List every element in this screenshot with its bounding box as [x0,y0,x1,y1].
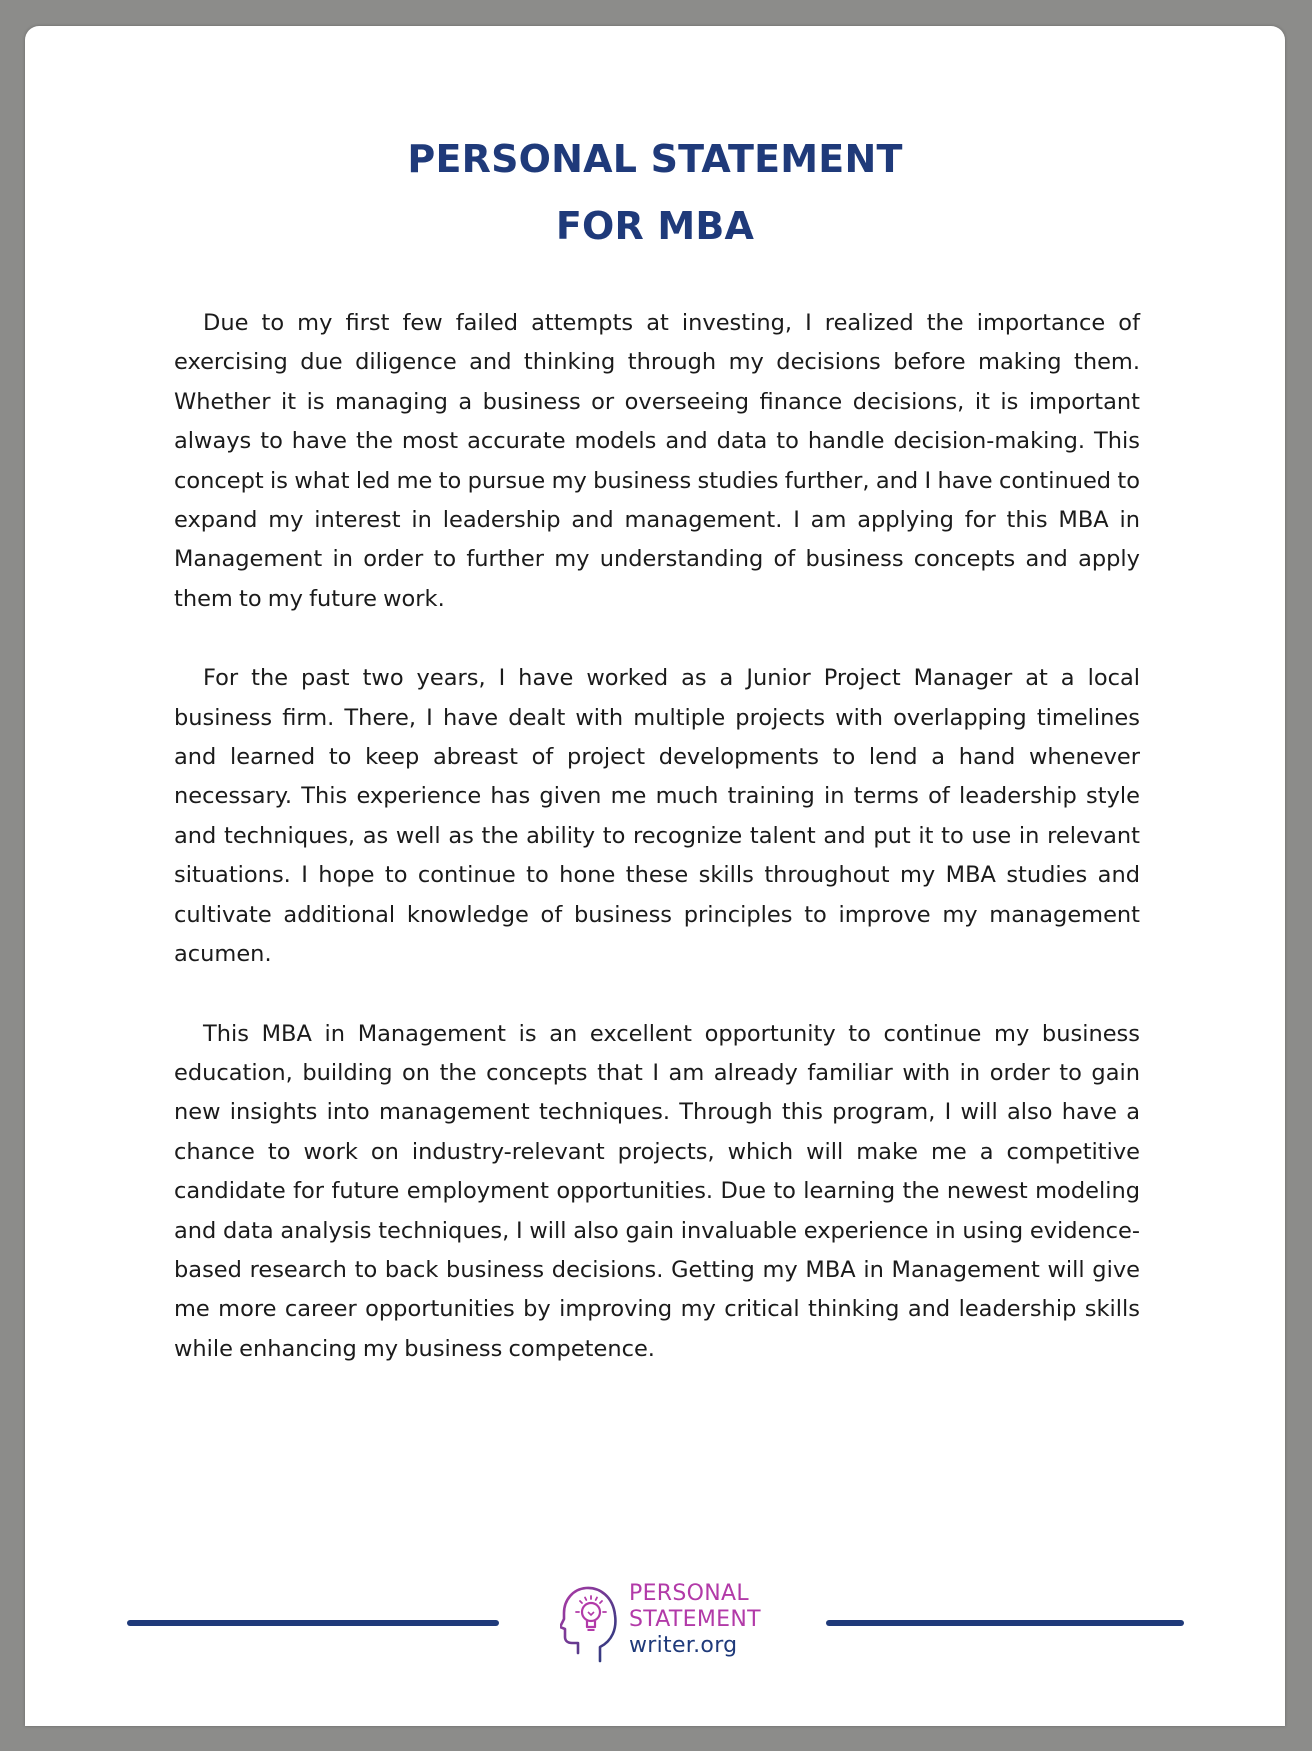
paragraph-2: For the past two years, I have worked as a Junior Project Manager at a local business firm. There, I have dealt with multiple projects with overlapping timelines and learned to keep abreast of project developments to lend a hand whenever necessary. This experience has given me much training in terms of leadership style and techniques, as well as the ability to recognize talent and put it to use in relevant situations. I hope to continue to hone these skills throughout my MBA studies and cultivate additional knowledge of business principles to improve my management acumen. [174,665,1140,968]
footer-rule-right [826,1620,1184,1626]
title-line-1: PERSONAL STATEMENT [407,137,903,181]
document-title [25,126,1285,260]
footer-logo [560,1581,780,1671]
logo-line-personal: PERSONAL [629,1581,749,1606]
logo-line-statement: STATEMENT [629,1607,761,1632]
paragraph-3: This MBA in Management is an excellent opportunity to continue my business education, building on the concepts that I am already familiar with in order to gain new insights into management techniques. Through this program, I will also have a chance to work on industry-relevant projects, which will make me a competitive candidate for future employment opportunities. Due to learning the newest modeling and data analysis techniques, I will also gain invaluable experience in using evidence-based research to back business decisions. Getting my MBA in Management will give me more career opportunities by improving my critical thinking and leadership skills while enhancing my business competence. [174,1020,1140,1362]
logo-wordmark [629,1581,761,1659]
paragraph-1: Due to my first few failed attempts at investing, I realized the importance of exercising due diligence and thinking through my decisions before making them. Whether it is managing a business or overseeing finance decisions, it is important always to have the most accurate models and data to handle decision-making. This concept is what led me to pursue my business studies further, and I have continued to expand my interest in leadership and management. I am applying for this MBA in Management in order to further my understanding of business concepts and apply them to my future work. [174,310,1140,612]
document-body [174,304,1140,1409]
footer-rule-left [127,1620,499,1626]
document-page [25,26,1285,1726]
logo-line-domain: writer.org [629,1633,738,1658]
head-lightbulb-icon [560,1583,620,1663]
title-line-2: FOR MBA [555,204,755,248]
